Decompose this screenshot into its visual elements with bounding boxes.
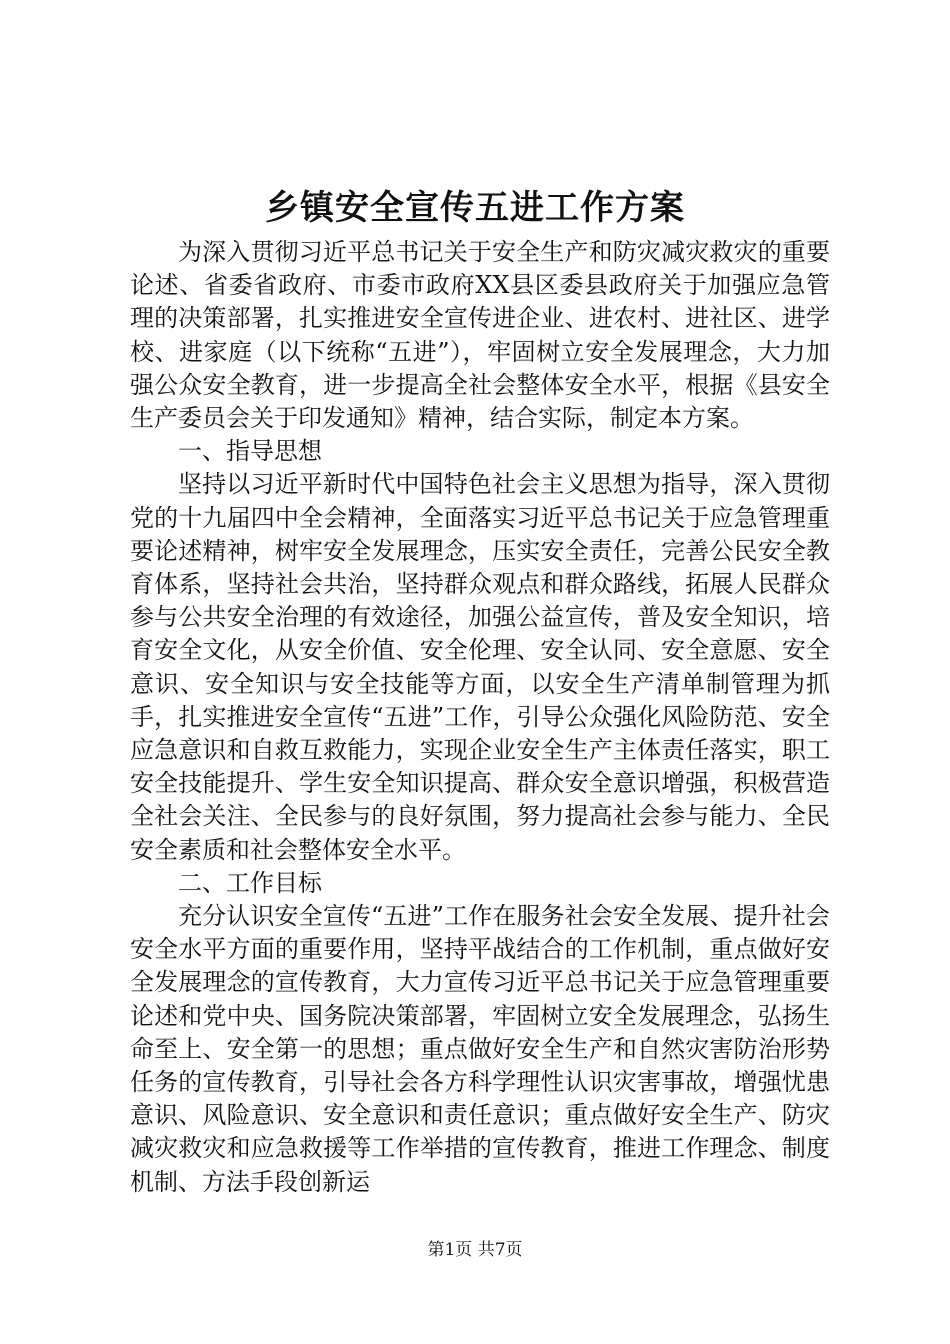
document-body [130, 236, 830, 1199]
section-heading-work-goals: 二、工作目标 [178, 868, 322, 897]
guiding-ideology-paragraph: 坚持以习近平新时代中国特色社会主义思想为指导，深入贯彻党的十九届四中全会精神，全面落实习近平总书记关于应急管理重要论述精神，树牢安全发展理念，压实安全责任，完善公民安全教育体系，坚持社会共治，坚持群众观点和群众路线，拓展人民群众参与公共安全治理的有效途径，加强公益宣传，普及安全知识，培育安全文化，从安全价值、安全伦理、安全认同、安全意愿、安全意识、安全知识与安全技能等方面，以安全生产清单制管理为抓手，扎实推进安全宣传“五进”工作，引导公众强化风险防范、安全应急意识和自救互救能力，实现企业安全生产主体责任落实，职工安全技能提升、学生安全知识提高、群众安全意识增强，积极营造全社会关注、全民参与的良好氛围，努力提高社会参与能力、全民安全素质和社会整体安全水平。 [130, 470, 830, 864]
section-heading-guiding-ideology: 一、指导思想 [178, 437, 322, 466]
intro-paragraph: 为深入贯彻习近平总书记关于安全生产和防灾减灾救灾的重要论述、省委省政府、市委市政府XX县区委县政府关于加强应急管理的决策部署，扎实推进安全宣传进企业、进农村、进社区、进学校、进家庭（以下统称“五进”），牢固树立安全发展理念，大力加强公众安全教育，进一步提高全社会整体安全水平，根据《县安全生产委员会关于印发通知》精神，结合实际，制定本方案。 [130, 238, 830, 433]
work-goals-paragraph: 充分认识安全宣传“五进”工作在服务社会安全发展、提升社会安全水平方面的重要作用，坚持平战结合的工作机制，重点做好安全发展理念的宣传教育，大力宣传习近平总书记关于应急管理重要论述和党中央、国务院决策部署，牢固树立安全发展理念，弘扬生命至上、安全第一的思想；重点做好安全生产和自然灾害防治形势任务的宣传教育，引导社会各方科学理性认识灾害事故，增强忧患意识、风险意识、安全意识和责任意识；重点做好安全生产、防灾减灾救灾和应急救援等工作举措的宣传教育，推进工作理念、制度机制、方法手段创新运 [130, 902, 830, 1196]
page-number: 第1页 共7页 [427, 1240, 523, 1260]
document-title: 乡镇安全宣传五进工作方案 [265, 188, 685, 228]
